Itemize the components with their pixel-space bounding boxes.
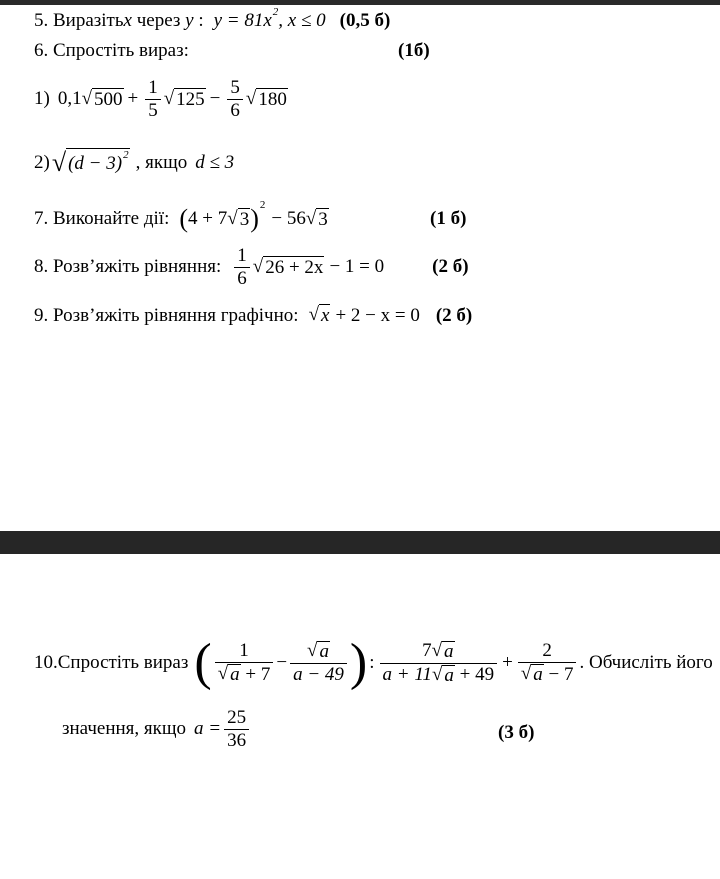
problem-5-cond: , x ≤ 0 [278, 10, 326, 31]
radical-sign: √ [431, 663, 443, 685]
radical-sign: √ [81, 87, 93, 109]
fraction-numerator: 1 [148, 77, 158, 98]
close-paren: ) [250, 204, 259, 233]
problem-9-label: 9. Розв’яжіть рівняння графічно: [34, 304, 299, 326]
problem-10-points: (3 б) [498, 722, 535, 743]
problem-7 [34, 199, 329, 234]
minus-sign: − [276, 652, 288, 673]
problem-6-1-expression [58, 78, 288, 121]
problem-6 [34, 40, 189, 62]
problem-10-a-value [194, 708, 252, 751]
problem-8 [34, 246, 469, 289]
problem-6-1-label: 1) [34, 88, 50, 110]
fraction-numerator [419, 641, 457, 663]
problem-6-2-suffix: , якщо [135, 152, 188, 173]
radical-sign: √ [305, 207, 317, 229]
problem-6-2-condition: d ≤ 3 [195, 152, 235, 173]
radical-sign: √ [308, 304, 319, 325]
fraction-numerator: 25 [227, 707, 247, 728]
problem-7-power: 2 [259, 199, 266, 211]
fraction-25-36 [224, 708, 249, 751]
fraction-numerator: 2 [542, 640, 552, 662]
fraction-numerator: 1 [237, 245, 247, 266]
problem-7-points-wrap [430, 208, 466, 230]
radical-26-2x [253, 256, 325, 279]
problem-10-tail: . Обчисліть його [579, 652, 713, 673]
fraction-1-6 [234, 246, 250, 289]
radical-a [218, 664, 241, 685]
radicand-a: a [444, 664, 454, 686]
fraction-2-over-sqrt-a-minus-7 [518, 641, 577, 685]
problem-5-eq: y = 81x [213, 10, 272, 31]
fraction-sqrt-a-over-a-minus-49 [290, 641, 347, 685]
den-rest: + 7 [240, 663, 271, 685]
problem-10-points-wrap [498, 722, 534, 744]
fraction-7sqrt-a-over-a-plus-11sqrt-a-plus-49 [380, 641, 498, 686]
problem-6-2-label: 2) [34, 152, 50, 173]
radical-3-second [306, 208, 329, 231]
radical-x [309, 304, 331, 327]
problem-8-label: 8. Розв’яжіть рівняння: [34, 256, 222, 278]
radicand-power: 2 [123, 148, 129, 161]
problem-5-y: y [185, 10, 194, 31]
radical-sign: √ [163, 87, 175, 109]
radicand-500: 500 [94, 88, 123, 110]
close-big-paren: ) [349, 634, 368, 691]
radical-sign: √ [431, 639, 443, 661]
page-separator-bar [0, 531, 720, 554]
fraction-denominator [518, 662, 577, 685]
radicand-a: a [444, 640, 454, 662]
problem-7-expression [179, 199, 328, 234]
problem-10 [34, 634, 713, 691]
radical-sign: √ [217, 663, 229, 684]
radical-sign: √ [520, 663, 532, 684]
fraction-denominator: 6 [227, 99, 243, 121]
radicand-26-2x: 26 + 2x [265, 256, 324, 278]
problem-8-expression [231, 246, 384, 289]
problem-5-power: 2 [272, 6, 279, 18]
fraction-denominator [380, 663, 498, 686]
radicand-x: x [321, 305, 330, 326]
radical-125 [164, 88, 206, 111]
problem-6-2 [34, 148, 234, 178]
term-coefficient: 0,1 [57, 88, 82, 110]
problem-6-1 [34, 78, 288, 121]
problem-5-via: через [131, 10, 186, 31]
coef-7: 7 [422, 640, 432, 662]
fraction-denominator: 6 [234, 267, 250, 289]
problem-7-points: (1 б) [430, 208, 467, 229]
radical-sign: √ [51, 148, 67, 177]
minus-sign: − [209, 88, 221, 110]
problem-6-points: (1б) [398, 40, 430, 61]
fraction-numerator: 5 [230, 77, 240, 98]
fraction-denominator: a − 49 [290, 663, 347, 685]
fraction-1-over-sqrt-a-plus-7 [215, 641, 274, 685]
radical-a [521, 664, 544, 685]
problem-8-points: (2 б) [432, 256, 469, 278]
radical-sign: √ [252, 255, 264, 277]
top-edge-bar [0, 0, 720, 5]
fraction-1-5 [145, 78, 161, 121]
radical-a [307, 641, 330, 662]
radical-180 [246, 88, 288, 111]
problem-10-line-2 [62, 708, 252, 751]
fraction-numerator [304, 641, 333, 663]
radical-3 [227, 208, 250, 231]
division-colon: : [369, 652, 375, 673]
fraction-denominator: 36 [224, 729, 249, 751]
radical-sign: √ [307, 640, 318, 662]
problem-5 [34, 6, 391, 32]
radicand-a: a [230, 664, 240, 685]
problem-7-minus-term: − 56 [271, 208, 306, 229]
radical-500 [82, 88, 124, 111]
den-plus-49: + 49 [454, 664, 495, 685]
problem-7-label: 7. Виконайте дії: [34, 208, 170, 229]
problem-5-points: (0,5 б) [339, 10, 391, 31]
problem-5-expression [213, 6, 326, 32]
fraction-5-6 [227, 78, 243, 121]
radical-sign: √ [227, 207, 238, 229]
radicand-d-minus-3 [66, 148, 129, 178]
radicand-125: 125 [176, 88, 205, 110]
problem-9-points: (2 б) [435, 304, 473, 326]
plus-sign: + [502, 652, 513, 673]
radical-a [432, 641, 455, 662]
radicand-a: a [533, 664, 543, 685]
problem-5-x: x [123, 10, 132, 31]
den-a-plus-11: a + 11 [382, 664, 432, 685]
problem-10-label: 10.Спростіть вираз [34, 652, 189, 673]
fraction-denominator: 5 [145, 99, 161, 121]
problem-10-line2-text: значення, якщо [62, 718, 187, 740]
radical-a [432, 665, 455, 686]
problem-9-rest: + 2 − x = 0 [335, 304, 420, 326]
radicand-3-second: 3 [318, 208, 328, 230]
problem-9 [34, 304, 472, 327]
problem-8-rest: − 1 = 0 [329, 256, 385, 278]
radicand-3: 3 [239, 208, 250, 230]
radicand-a: a [319, 641, 329, 663]
problem-5-colon: : [193, 10, 204, 31]
problem-9-expression [309, 304, 420, 327]
fraction-denominator [215, 662, 274, 685]
open-big-paren: ( [194, 634, 212, 691]
a-equals: a = [194, 718, 222, 740]
den-minus-7: − 7 [543, 663, 574, 685]
radical-sign: √ [245, 87, 257, 109]
problem-7-sum: 4 + 7 [188, 208, 228, 229]
plus-sign: + [127, 88, 139, 110]
problem-10-expression [194, 634, 713, 691]
radical-d-minus-3 [52, 148, 130, 178]
problem-5-label: 5. Виразіть [34, 10, 124, 31]
problem-6-label: 6. Спростіть вираз: [34, 40, 189, 61]
problem-6-2-expression [52, 148, 130, 178]
radicand-text: (d − 3) [68, 152, 123, 174]
open-paren: ( [179, 204, 189, 233]
fraction-numerator: 1 [239, 640, 249, 662]
radicand-180: 180 [258, 88, 287, 110]
problem-6-points-wrap [398, 40, 430, 62]
